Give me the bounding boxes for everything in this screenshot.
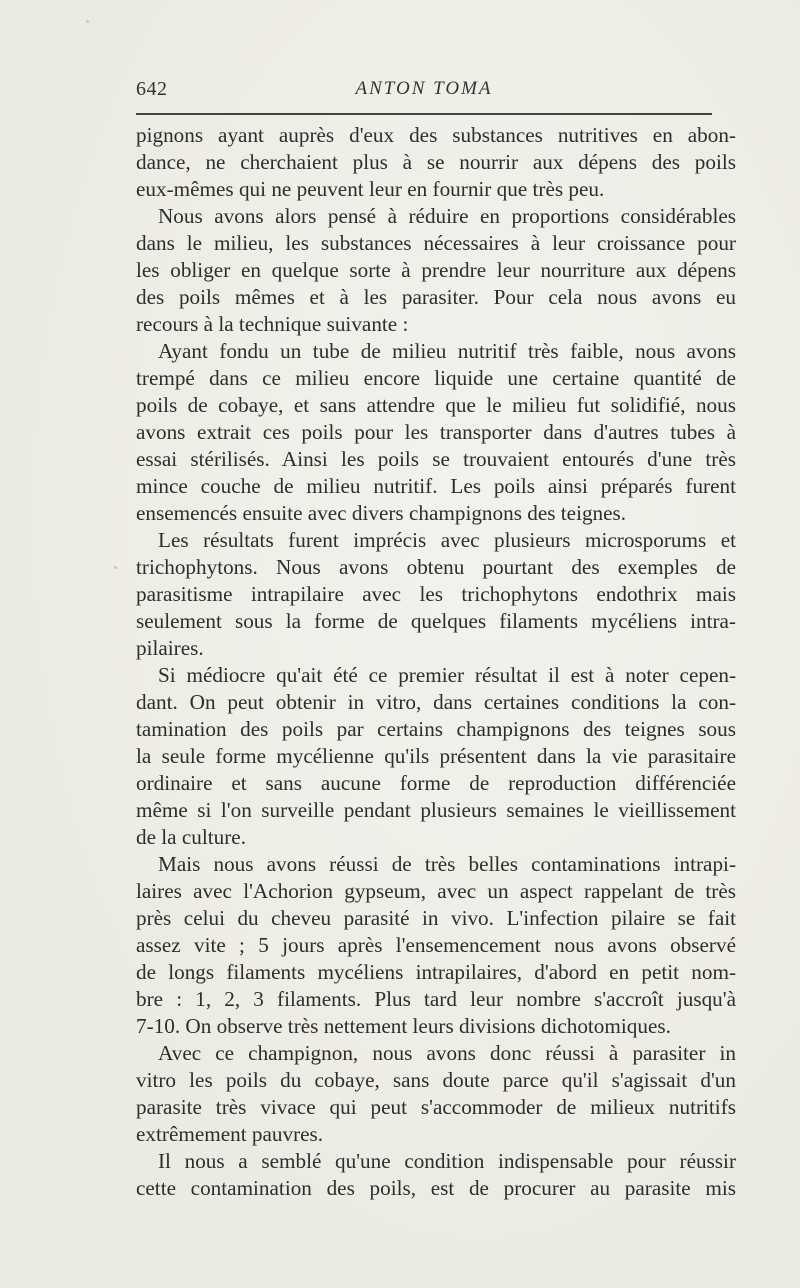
text-line: 7-10. On observe très nettement leurs divisions dichotomiques. (136, 1014, 671, 1038)
text-line: parasitisme intrapilaire avec les trichophytons endothrix mais (136, 582, 736, 606)
text-line: de la culture. (136, 825, 247, 849)
text-line: des poils mêmes et à les parasiter. Pour cela nous avons eu (136, 285, 736, 309)
ink-speck (114, 566, 117, 569)
text-line: vitro les poils du cobaye, sans doute parce qu'il s'agissait d'un (136, 1068, 736, 1092)
text-line: trichophytons. Nous avons obtenu pourtant des exemples de (136, 555, 736, 579)
text-line: ensemencés ensuite avec divers champignons des teignes. (136, 501, 627, 525)
text-line: la seule forme mycélienne qu'ils présentent dans la vie parasitaire (136, 744, 736, 768)
text-line: près celui du cheveu parasité in vivo. L'infection pilaire se fait (136, 906, 736, 930)
text-line: essai stérilisés. Ainsi les poils se trouvaient entourés d'une très (136, 447, 736, 471)
text-line: Si médiocre qu'ait été ce premier résultat il est à noter cepen- (158, 663, 736, 687)
text-line: les obliger en quelque sorte à prendre leur nourriture aux dépens (136, 258, 736, 282)
body-text (136, 122, 736, 1202)
text-line: seulement sous la forme de quelques filaments mycéliens intra- (136, 609, 736, 633)
ink-speck (86, 20, 89, 23)
header-rule (136, 113, 712, 115)
text-line: poils de cobaye, et sans attendre que le milieu fut solidifié, nous (136, 393, 736, 417)
text-line: eux-mêmes qui ne peuvent leur en fournir que très peu. (136, 177, 605, 201)
text-line: Les résultats furent imprécis avec plusieurs microsporums et (158, 528, 736, 552)
text-line: mince couche de milieu nutritif. Les poils ainsi préparés furent (136, 474, 736, 498)
text-line: Avec ce champignon, nous avons donc réussi à parasiter in (158, 1041, 736, 1065)
text-line: Nous avons alors pensé à réduire en proportions considérables (158, 204, 736, 228)
page-header (136, 78, 712, 102)
text-line: Mais nous avons réussi de très belles contaminations intrapi- (158, 852, 736, 876)
text-line: dant. On peut obtenir in vitro, dans certaines conditions la con- (136, 690, 736, 714)
page-number: 642 (136, 78, 168, 100)
text-line: de longs filaments mycéliens intrapilaires, d'abord en petit nom- (136, 960, 736, 984)
text-line: cette contamination des poils, est de procurer au parasite mis (136, 1176, 736, 1200)
text-line: laires avec l'Achorion gypseum, avec un aspect rappelant de très (136, 879, 736, 903)
text-line: avons extrait ces poils pour les transporter dans d'autres tubes à (136, 420, 736, 444)
text-line: trempé dans ce milieu encore liquide une certaine quantité de (136, 366, 736, 390)
text-line: ordinaire et sans aucune forme de reproduction différenciée (136, 771, 736, 795)
text-line: Ayant fondu un tube de milieu nutritif très faible, nous avons (158, 339, 736, 363)
text-line: tamination des poils par certains champignons des teignes sous (136, 717, 736, 741)
text-line: assez vite ; 5 jours après l'ensemencement nous avons observé (136, 933, 736, 957)
text-line: dans le milieu, les substances nécessaires à leur croissance pour (136, 231, 736, 255)
text-line: dance, ne cherchaient plus à se nourrir aux dépens des poils (136, 150, 736, 174)
running-head: ANTON TOMA (355, 78, 493, 99)
text-line: recours à la technique suivante : (136, 312, 409, 336)
text-line: Il nous a semblé qu'une condition indispensable pour réussir (158, 1149, 736, 1173)
text-line: pignons ayant auprès d'eux des substances nutritives en abon- (136, 123, 736, 147)
text-line: pilaires. (136, 636, 204, 660)
text-line: parasite très vivace qui peut s'accommoder de milieux nutritifs (136, 1095, 736, 1119)
text-line: même si l'on surveille pendant plusieurs semaines le vieillissement (136, 798, 736, 822)
text-line: bre : 1, 2, 3 filaments. Plus tard leur nombre s'accroît jusqu'à (136, 987, 736, 1011)
text-line: extrêmement pauvres. (136, 1122, 324, 1146)
